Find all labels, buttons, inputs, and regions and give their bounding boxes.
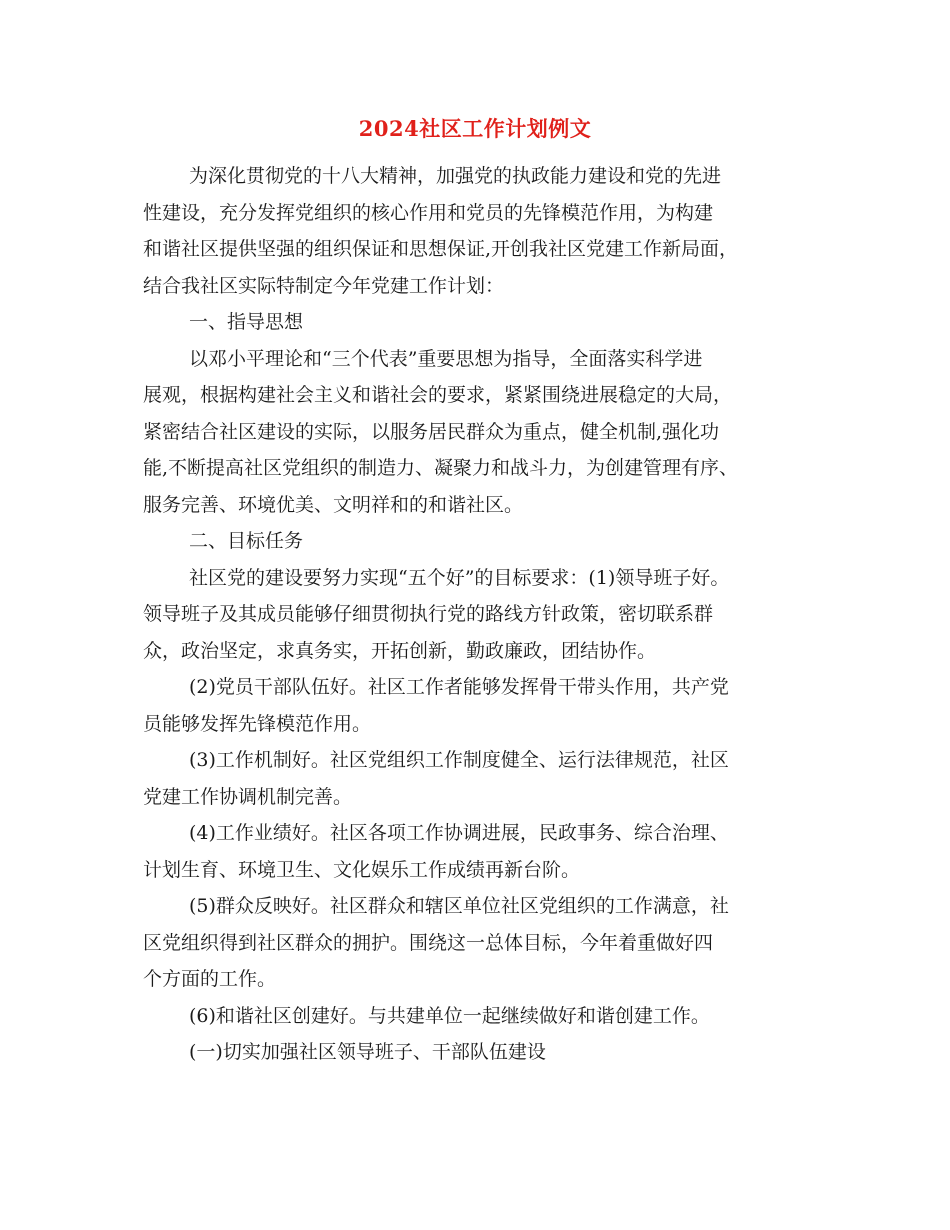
paragraph-goal-1 <box>143 560 823 670</box>
subsection-heading-leadership <box>143 1034 823 1071</box>
text-line: (2)党员干部队伍好。社区工作者能够发挥骨干带头作用，共产党 <box>189 676 729 698</box>
text-line: 领导班子及其成员能够仔细贯彻执行党的路线方针政策，密切联系群 <box>143 603 714 625</box>
section-heading: 二、目标任务 <box>189 530 304 552</box>
paragraph-goal-5 <box>143 888 823 998</box>
paragraph-goal-3 <box>143 742 823 815</box>
text-line: (4)工作业绩好。社区各项工作协调进展，民政事务、综合治理、 <box>189 822 729 844</box>
text-line: (5)群众反映好。社区群众和辖区单位社区党组织的工作满意，社 <box>189 895 729 917</box>
section-heading-guiding-ideology <box>143 304 823 341</box>
text-line: 为深化贯彻党的十八大精神，加强党的执政能力建设和党的先进 <box>189 165 722 187</box>
document-body <box>143 158 823 1071</box>
section-heading: 一、指导思想 <box>189 311 304 333</box>
text-line: 紧密结合社区建设的实际，以服务居民群众为重点，健全机制,强化功 <box>143 420 720 443</box>
text-line: 和谐社区提供坚强的组织保证和思想保证,开创我社区党建工作新局面， <box>143 238 739 260</box>
text-line: 性建设，充分发挥党组织的核心作用和党员的先锋模范作用，为构建 <box>143 201 714 224</box>
text-line: (3)工作机制好。社区党组织工作制度健全、运行法律规范，社区 <box>189 749 729 771</box>
text-line: 社区党的建设要努力实现“五个好”的目标要求：(1)领导班子好。 <box>189 566 730 589</box>
text-line: (6)和谐社区创建好。与共建单位一起继续做好和谐创建工作。 <box>189 1004 710 1027</box>
paragraph-goal-6 <box>143 998 823 1035</box>
section-heading-goals <box>143 523 823 560</box>
text-line: 能,不断提高社区党组织的制造力、凝聚力和战斗力，为创建管理有序、 <box>143 457 739 479</box>
text-line: 员能够发挥先锋模范作用。 <box>143 712 372 735</box>
document-title: 2024社区工作计划例文 <box>358 116 592 141</box>
text-line: 以邓小平理论和“三个代表”重要思想为指导，全面落实科学进 <box>189 347 703 370</box>
text-line: 众，政治坚定，求真务实，开拓创新，勤政廉政，团结协作。 <box>143 639 657 662</box>
text-line: 展观，根据构建社会主义和谐社会的要求，紧紧围绕进展稳定的大局， <box>143 384 733 406</box>
text-line: 区党组织得到社区群众的拥护。围绕这一总体目标，今年着重做好四 <box>143 931 714 954</box>
subsection-heading: (一)切实加强社区领导班子、干部队伍建设 <box>189 1041 546 1063</box>
paragraph-guiding-ideology <box>143 341 823 524</box>
paragraph-goal-2 <box>143 669 823 742</box>
paragraph-goal-4 <box>143 815 823 888</box>
text-line: 个方面的工作。 <box>143 968 277 990</box>
paragraph-intro <box>143 158 823 304</box>
text-line: 服务完善、环境优美、文明祥和的和谐社区。 <box>143 493 524 516</box>
text-line: 党建工作协调机制完善。 <box>143 785 353 808</box>
text-line: 计划生育、环境卫生、文化娱乐工作成绩再新台阶。 <box>143 858 581 881</box>
text-line: 结合我社区实际特制定今年党建工作计划： <box>143 274 505 297</box>
